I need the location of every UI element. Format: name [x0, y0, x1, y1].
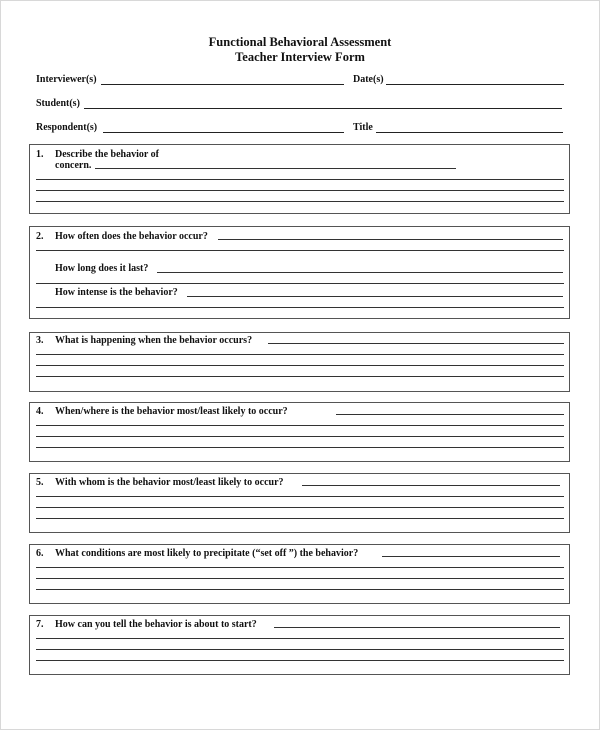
- question-3-box: [29, 332, 570, 392]
- answer-line[interactable]: [36, 425, 564, 426]
- answer-line[interactable]: [36, 376, 564, 377]
- answer-line[interactable]: [36, 354, 564, 355]
- title-label: Title: [353, 122, 373, 133]
- answer-line[interactable]: [336, 414, 564, 415]
- answer-line[interactable]: [382, 556, 560, 557]
- answer-line[interactable]: [36, 649, 564, 650]
- answer-line[interactable]: [36, 436, 564, 437]
- date-label: Date(s): [353, 74, 384, 85]
- respondent-field[interactable]: [103, 132, 344, 133]
- question-4-text: When/where is the behavior most/least likely to occur?: [55, 406, 288, 417]
- answer-line[interactable]: [36, 365, 564, 366]
- question-7-number: 7.: [36, 619, 44, 630]
- answer-line[interactable]: [36, 447, 564, 448]
- interviewer-label: Interviewer(s): [36, 74, 97, 85]
- answer-line[interactable]: [36, 283, 564, 284]
- answer-line[interactable]: [36, 518, 564, 519]
- question-2-box: [29, 226, 570, 319]
- answer-line[interactable]: [95, 168, 456, 169]
- answer-line[interactable]: [36, 307, 564, 308]
- answer-line[interactable]: [268, 343, 564, 344]
- answer-line[interactable]: [36, 496, 564, 497]
- answer-line[interactable]: [218, 239, 563, 240]
- question-7-text: How can you tell the behavior is about to start?: [55, 619, 257, 630]
- question-5-text: With whom is the behavior most/least likely to occur?: [55, 477, 284, 488]
- answer-line[interactable]: [36, 589, 564, 590]
- question-7-box: [29, 615, 570, 675]
- answer-line[interactable]: [36, 201, 564, 202]
- question-3-text: What is happening when the behavior occurs?: [55, 335, 253, 346]
- question-4-number: 4.: [36, 406, 44, 417]
- interviewer-field[interactable]: [101, 84, 344, 85]
- form-subtitle: Teacher Interview Form: [235, 50, 365, 64]
- question-2-text: How often does the behavior occur?: [55, 231, 208, 242]
- answer-line[interactable]: [157, 272, 563, 273]
- answer-line[interactable]: [36, 578, 564, 579]
- answer-line[interactable]: [36, 507, 564, 508]
- question-6-number: 6.: [36, 548, 44, 559]
- question-1-box: [29, 144, 570, 214]
- question-1-text: Describe the behavior of: [55, 149, 159, 160]
- student-field[interactable]: [84, 108, 562, 109]
- question-6-box: [29, 544, 570, 604]
- answer-line[interactable]: [187, 296, 563, 297]
- form-title: Functional Behavioral Assessment: [208, 35, 392, 49]
- question-3-number: 3.: [36, 335, 44, 346]
- answer-line[interactable]: [36, 179, 564, 180]
- question-5-number: 5.: [36, 477, 44, 488]
- question-2-sub-duration: How long does it last?: [55, 263, 149, 274]
- answer-line[interactable]: [36, 638, 564, 639]
- answer-line[interactable]: [36, 567, 564, 568]
- answer-line[interactable]: [36, 250, 564, 251]
- question-1-number: 1.: [36, 149, 44, 160]
- respondent-label: Respondent(s): [36, 122, 98, 133]
- title-field[interactable]: [376, 132, 563, 133]
- question-2-number: 2.: [36, 231, 44, 242]
- question-4-box: [29, 402, 570, 462]
- answer-line[interactable]: [274, 627, 560, 628]
- question-2-sub-intensity: How intense is the behavior?: [55, 287, 178, 298]
- answer-line[interactable]: [36, 190, 564, 191]
- date-field[interactable]: [386, 84, 564, 85]
- student-label: Student(s): [36, 98, 80, 109]
- answer-line[interactable]: [302, 485, 560, 486]
- question-1-text-cont: concern.: [55, 160, 92, 171]
- answer-line[interactable]: [36, 660, 564, 661]
- question-5-box: [29, 473, 570, 533]
- question-6-text: What conditions are most likely to precipitate (“set off ”) the behavior?: [55, 548, 359, 559]
